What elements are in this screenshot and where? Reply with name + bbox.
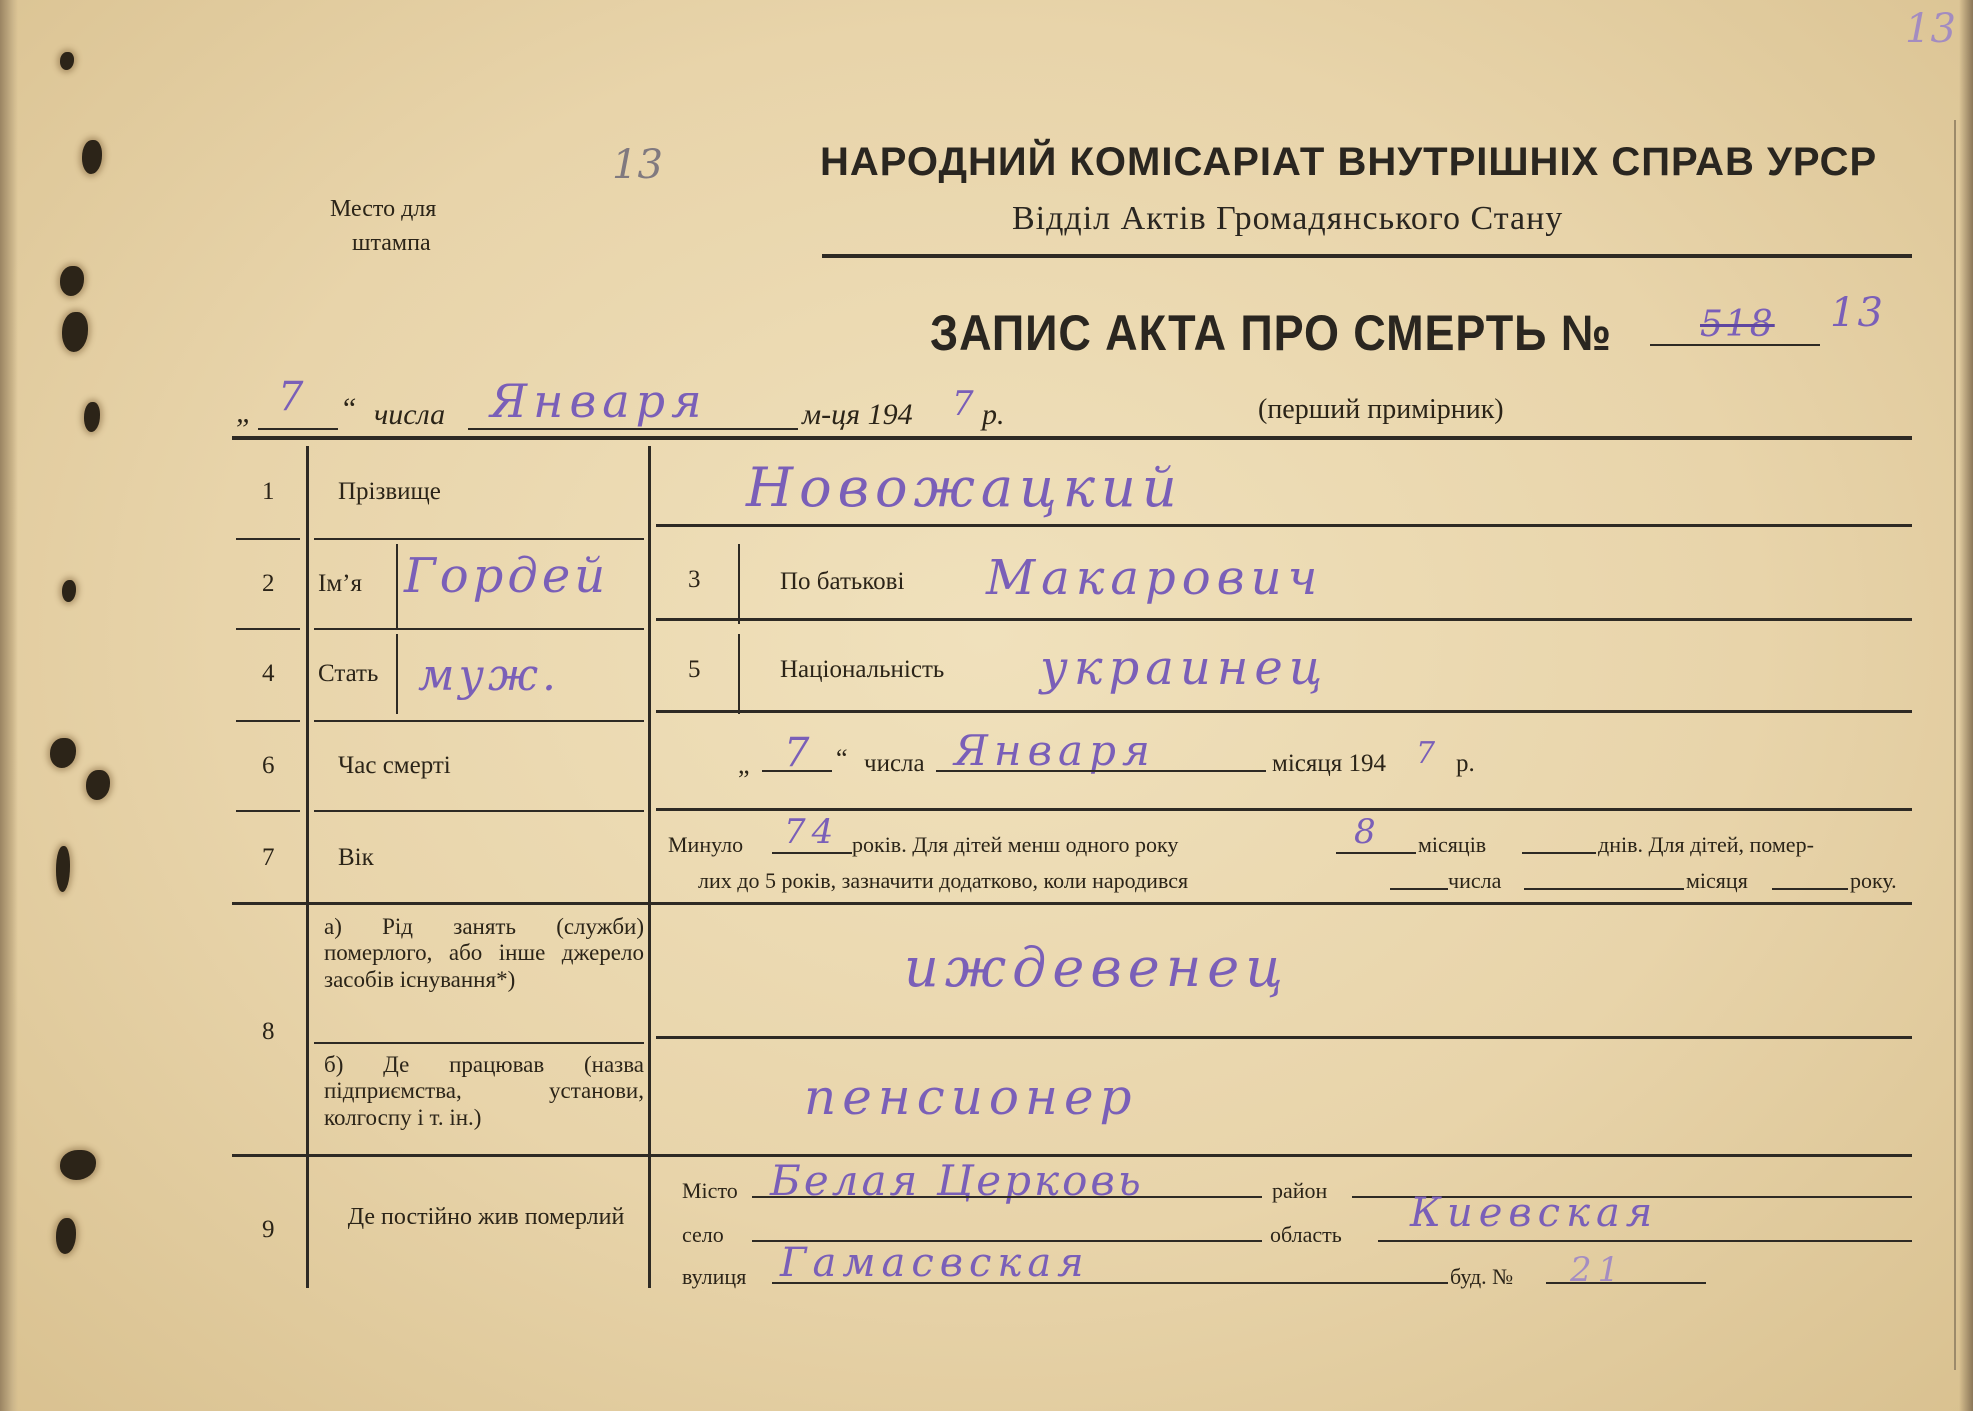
region-value: Киевская [1410,1190,1659,1236]
page-right-edge [1959,0,1973,1411]
house-label: буд. № [1450,1264,1514,1289]
birth-day-underline [1390,888,1448,890]
date-month: Января [490,374,708,428]
binder-hole [60,52,74,70]
age-text-infants: років. Для дітей менш одного року [852,832,1179,857]
date-word-year: р. [982,398,1005,431]
age-months-underline [1336,852,1416,854]
first-name-value: Гордей [404,548,610,604]
binder-hole [56,846,70,892]
stamp-place-line2: штампа [352,230,431,256]
date-day-underline [258,428,338,430]
nationality-value: украинец [1040,640,1329,696]
workplace-label: б) Де працював (назва підприємства, установи, колгоспу і т. ін.) [324,1052,644,1130]
village-label: село [682,1222,724,1247]
patronymic-num-divider [738,544,740,624]
age-text-day: числа [1448,868,1502,893]
row-rule [656,524,1912,527]
age-text-passed: Минуло [668,832,744,857]
corner-page-number: 13 [1905,6,1956,52]
date-month-underline [468,428,798,430]
date-year-digit: 7 [952,384,980,424]
binder-hole [56,1218,76,1254]
nationality-label: Національність [780,656,945,683]
stamp-place-line1: Место для [330,196,437,222]
number-column-divider [306,446,309,1288]
page-left-edge [0,0,18,1411]
occupation-label: а) Рід занять (служби) померлого, або інше джерело засобів існування*) [324,914,644,992]
region-label: область [1270,1222,1342,1247]
death-word-day: числа [864,750,925,777]
department-subtitle: Відділ Актів Громадянського Стану [1012,200,1564,237]
date-day: 7 [278,374,310,420]
row-rule [232,902,1912,905]
city-value: Белая Церковь [770,1156,1144,1205]
city-label: Місто [682,1178,738,1203]
row-rule [236,538,300,540]
name-label-divider [396,544,398,630]
record-number-underline [1650,344,1820,346]
age-text-month: місяця [1686,868,1748,893]
time-of-death-label: Час смерті [338,752,451,779]
row-rule [314,720,644,722]
row-rule [236,628,300,630]
street-underline [772,1282,1448,1284]
row-rule [314,810,644,812]
death-day: 7 [784,730,816,776]
age-years: 74 [784,812,840,852]
nationality-num-divider [738,634,740,714]
sex-value: муж. [418,650,561,701]
age-text-days: днів. Для дітей, помер- [1598,832,1814,857]
row-number: 8 [262,1018,275,1045]
right-margin-rule [1954,120,1956,1370]
binder-hole [62,312,88,352]
row-rule [656,618,1912,621]
row-rule [314,1042,644,1044]
house-underline [1546,1282,1706,1284]
death-day-underline [762,770,832,772]
age-text-under-five: лих до 5 років, зазначити додатково, коли народився [698,868,1189,893]
row-rule [236,810,300,812]
date-close-quote: “ [340,392,357,425]
age-text-year: року. [1850,868,1897,893]
date-word-day: числа [374,398,446,431]
surname-label: Прізвище [338,478,441,505]
occupation-value: иждевенец [904,936,1289,999]
copy-note: (перший примірник) [1258,394,1504,425]
header-rule [822,254,1912,258]
age-label: Вік [338,844,374,871]
row-rule [656,1036,1912,1039]
street-label: вулиця [682,1264,747,1289]
binder-hole [82,140,102,174]
age-years-underline [772,852,852,854]
record-title: ЗАПИС АКТА ПРО СМЕРТЬ № [930,305,1612,361]
issuer-title: НАРОДНИЙ КОМІСАРІАТ ВНУТРІШНІХ СПРАВ УРСР [820,140,1878,184]
binder-hole [84,402,100,432]
binder-hole [60,1150,96,1180]
age-text-months: місяців [1418,832,1487,857]
birth-year-underline [1772,888,1848,890]
row-number: 4 [262,660,275,687]
handwritten-page-number: 13 [612,142,663,188]
date-open-quote: „ [236,396,253,429]
form-top-rule [232,436,1912,440]
death-month: Января [954,726,1156,775]
birth-month-underline [1524,888,1684,890]
binder-hole [62,580,76,602]
binder-hole [86,770,110,800]
death-open-quote: „ [738,750,750,779]
row-rule [656,808,1912,811]
street-value: Гамасвская [780,1240,1090,1286]
struck-record-number: 518 [1700,304,1775,345]
row-rule [314,538,644,540]
row-number: 9 [262,1216,275,1243]
region-underline [1378,1240,1912,1242]
death-year-digit: 7 [1416,736,1442,771]
row-rule [314,628,644,630]
surname-value: Новожацкий [746,456,1183,519]
death-word-year: р. [1456,750,1475,777]
age-months: 8 [1354,812,1382,852]
binder-hole [60,266,84,296]
age-days-underline [1522,852,1596,854]
record-number: 13 [1830,290,1885,336]
row-number: 3 [688,566,701,593]
row-number: 2 [262,570,275,597]
city-underline [752,1196,1262,1198]
patronymic-value: Макарович [986,550,1324,606]
sex-label: Стать [318,660,379,687]
row-number: 6 [262,752,275,779]
death-month-underline [936,770,1266,772]
first-name-label: Ім’я [318,570,362,597]
row-number: 5 [688,656,701,683]
workplace-value: пенсионер [804,1068,1138,1126]
date-word-month: м-ця 194 [802,398,913,431]
row-number: 7 [262,844,275,871]
patronymic-label: По батькові [780,568,905,595]
row-number: 1 [262,478,275,505]
death-word-month: місяця 194 [1272,750,1386,777]
label-column-divider [648,446,651,1288]
residence-label: Де постійно жив померлий [347,1204,625,1230]
district-label: район [1272,1178,1328,1203]
house-value: 21 [1570,1250,1626,1290]
sex-label-divider [396,634,398,714]
binder-hole [50,738,76,768]
death-close-quote: “ [836,744,848,773]
row-rule [656,710,1912,713]
row-rule [236,720,300,722]
